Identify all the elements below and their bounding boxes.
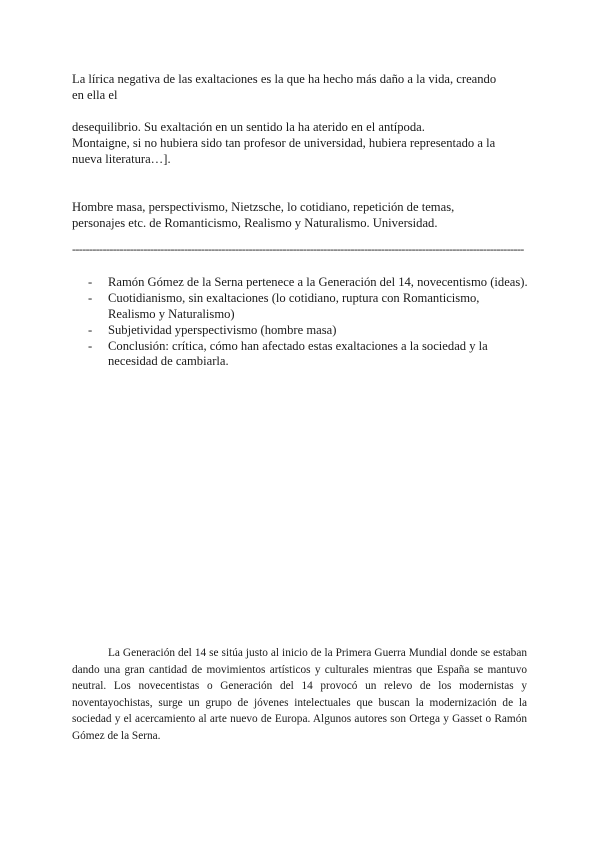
list-item (88, 275, 528, 291)
intro-line-5: nueva literatura…]. (72, 152, 171, 166)
intro-line-3: desequilibrio. Su exaltación en un sentido la ha aterido en el antípoda. (72, 120, 425, 134)
list-item-text: Conclusión: crítica, cómo han afectado estas exaltaciones a la sociedad y la necesidad de cambiarla. (108, 338, 488, 368)
dashed-separator: ------------------------------------------------------------------------------------------------------------------------------------- (72, 242, 524, 256)
bullet-dash: - (88, 338, 93, 353)
bullet-dash: - (88, 275, 93, 289)
keywords-line-1: Hombre masa, perspectivismo, Nietzsche, lo cotidiano, repetición de temas, (72, 200, 455, 214)
list-item-text: Subjetividad yperspectivismo (hombre masa) (108, 322, 337, 337)
list-item (88, 291, 528, 322)
keywords-line-2: personajes etc. de Romanticismo, Realismo y Naturalismo. Universidad. (72, 216, 438, 230)
intro-line-2: en ella el (72, 88, 118, 102)
list-item-text: Cuotidianismo, sin exaltaciones (lo cotidiano, ruptura con Romanticismo, Realismo y Naturalismo) (108, 291, 480, 321)
list-item (88, 339, 528, 370)
list-item-text: Ramón Gómez de la Serna pertenece a la Generación del 14, novecentismo (ideas). (108, 275, 528, 289)
list-item (88, 323, 528, 339)
generation-14-paragraph: La Generación del 14 se sitúa justo al inicio de la Primera Guerra Mundial donde se estaban dando una gran cantidad de movimientos artísticos y culturales mientras que España se mantuvo neutral. Los novecentistas o Generación del 14 provocó un relevo de los modernistas y noventayochistas, surge un grupo de jóvenes intelectuales que buscan la modernización de la sociedad y el acercamiento al arte nuevo de Europa. Algunos autores son Ortega y Gasset o Ramón Gómez de la Serna. (72, 647, 527, 742)
intro-line-1: La lírica negativa de las exaltaciones es la que ha hecho más daño a la vida, creando (72, 72, 497, 86)
bullet-list (88, 275, 528, 370)
bullet-dash: - (88, 322, 93, 337)
intro-line-4: Montaigne, si no hubiera sido tan profesor de universidad, hubiera representado a la (72, 136, 496, 150)
bullet-dash: - (88, 291, 93, 305)
